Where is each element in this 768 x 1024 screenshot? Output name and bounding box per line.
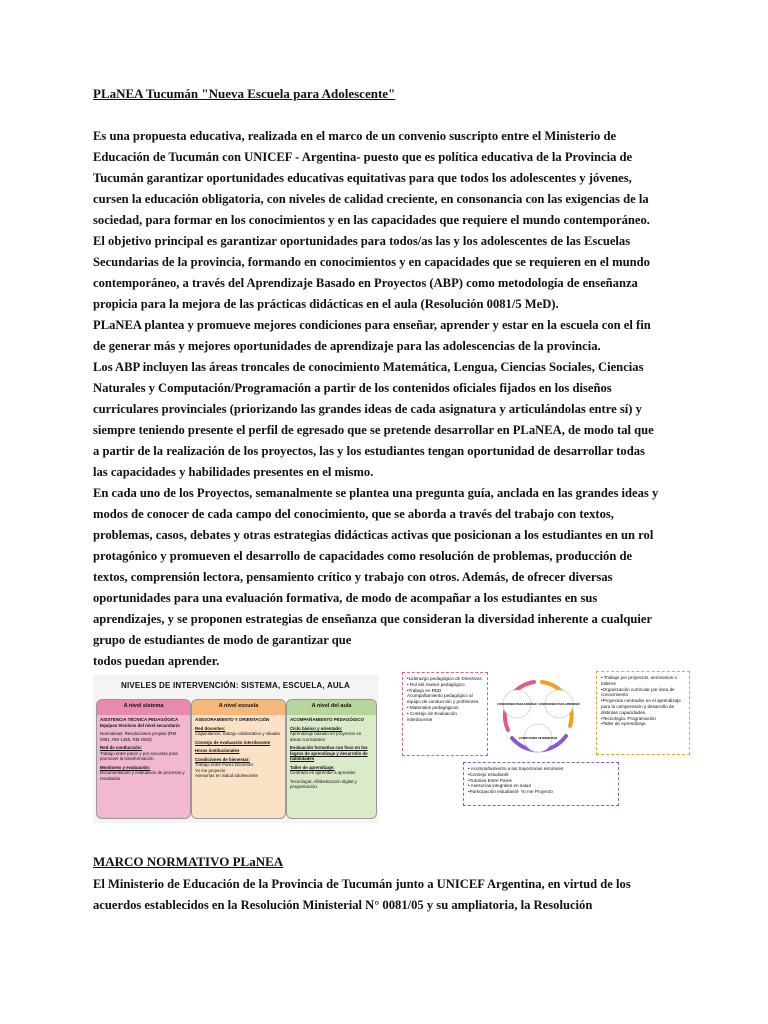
text-line: textos, comprensión lectora, pensamiento crítico y trabajo con otros. Además, de ofrecer diversas <box>93 570 613 584</box>
column-text: Taller de aprendizaje: <box>290 764 335 770</box>
box-item: • Trabajo por proyectos, seminarios o talleres <box>601 675 677 686</box>
box-item: • Consejo de Evaluación interdocente <box>407 710 457 722</box>
column-text: Condiciones de bienestar: <box>195 756 250 762</box>
node-teach-label: CONDICIONES PARA ENSEÑAR <box>497 703 537 706</box>
direction-box <box>402 672 488 756</box>
box-item: Acompañamiento pedagógico al equipo de conducción y profesores. <box>407 693 480 705</box>
box-item: •Taller de Aprendizaje. <box>601 721 647 727</box>
text-line: Educación de Tucumán con UNICEF - Argentina- puesto que es política educativa de la Provincia de <box>93 150 633 164</box>
node-learn-label: CONDICIONES PARA APRENDER <box>538 703 580 706</box>
wellbeing-box <box>463 762 619 806</box>
column-text: Red docentes: <box>195 725 226 731</box>
box-item: • Acompañamiento a las trayectorias escolares <box>468 766 564 771</box>
text-line: Es una propuesta educativa, realizada en el marco de un convenio suscripto entre el Ministerio de <box>93 129 617 143</box>
node-wellbeing-label: CONDICIONES DE BIENESTAR <box>518 737 558 740</box>
text-line: problemas, casos, debates y otras estrategias didácticas activas que posicionan a los estudiantes en un rol <box>93 528 654 542</box>
column-text: Evaluación formativa con foco en los logros de aprendizaje y desarrollo de habilidades <box>290 745 368 761</box>
column-text: Consejo de evaluación interdocente <box>195 739 271 745</box>
box-item: • Rol del Asesor pedagógico <box>407 681 465 687</box>
text-line: Naturales y Computación/Programación a partir de los contenidos oficiales fijados en los diseños <box>93 381 612 395</box>
text-line: a partir de la realización de los proyectos, las y los estudiantes tengan oportunidad de desarrollar todas <box>93 444 645 458</box>
column-text: Normativas: Resoluciones propias (RM 0081, RM 1465, RM 2063) <box>100 731 177 742</box>
learning-box <box>596 671 690 755</box>
text-line: propicia para la mejora de las prácticas didácticas en el aula (Resolución 0081/5 MeD). <box>93 297 559 311</box>
column-text: Tecnología: Alfabetización digital y programación. <box>290 778 357 789</box>
column-text: Asesorías en Salud adolescente <box>195 773 258 778</box>
text-line: PLaNEA plantea y promueve mejores condiciones para enseñar, aprender y estar en la escuela con el fin <box>93 318 651 332</box>
text-line: curriculares provinciales (priorizando las grandes ideas de cada asignatura y articulándolas entre sí) y <box>93 402 642 416</box>
column-text: Centrado en aprender a aprender <box>290 770 356 775</box>
text-line: acuerdos establecidos en la Resolución Ministerial N° 0081/05 y su ampliatoria, la Resolución <box>93 898 593 912</box>
column-text: Documentación y evaluación de procesos y resultados <box>100 770 185 781</box>
text-line: Tucumán garantizar oportunidades educativas equitativas para que todos los adolescentes y jóvenes, <box>93 171 632 185</box>
section-normative <box>93 852 693 916</box>
level-column-system <box>96 699 191 819</box>
column-text: Trabajo entre pares y por escuelas para promover la transformación. <box>100 750 178 761</box>
text-line: aprendizajes, y se proponen estrategias de enseñanza que consideran la diversidad inherente a cualquier <box>93 612 653 626</box>
text-line: cursen la educación obligatoria, con niveles de calidad creciente, en consonancia con las exigencias de la <box>93 192 649 206</box>
column-text: Yo me proyecto <box>195 767 226 773</box>
column-subtitle: ASISTENCIA TÉCNICA PEDAGÓGICA <box>100 717 179 722</box>
text-line: modos de conocer de cada campo del conocimiento, que se aborda a través del trabajo con textos, <box>93 507 614 521</box>
conditions-cycle-figure <box>400 668 690 808</box>
column-text: Equipos técnicos del nivel secundario <box>100 722 180 728</box>
column-subtitle: ASESORAMIENTO Y ORIENTACIÓN <box>195 717 270 722</box>
column-text: Horas institucionales <box>195 748 240 753</box>
document-page <box>93 84 693 672</box>
text-line: El Ministerio de Educación de la Provincia de Tucumán junto a UNICEF Argentina, en virtud de los <box>93 877 631 891</box>
column-header: A nivel escuela <box>192 700 285 715</box>
box-item: •Tecnología: Programación <box>601 715 656 721</box>
box-item: •Tutorías Entre Pares <box>468 777 512 783</box>
column-header: A nivel del aula <box>287 700 376 715</box>
column-text: Monitoreo y evaluación: <box>100 764 151 770</box>
level-column-school <box>191 699 286 819</box>
text-line: grupo de estudiantes de modo de garantizar que <box>93 633 352 647</box>
box-item: •Liderazgo pedagógico de Directivos <box>407 676 482 681</box>
box-item: •Participación estudiantil- Yo me Proyecto <box>468 789 553 795</box>
box-item: •Organización curricular por área de conocimiento <box>601 686 675 698</box>
box-item: • Materiales pedagógicos <box>407 704 459 710</box>
levels-figure-title: NIVELES DE INTERVENCIÓN: SISTEMA, ESCUELA, AULA <box>121 681 350 690</box>
level-column-classroom <box>286 699 377 819</box>
box-item: •Trabajo en RED <box>407 687 442 693</box>
column-header: A nivel sistema <box>97 700 190 715</box>
text-line: El objetivo principal es garantizar oportunidades para todos/as las y los adolescentes de las Escuelas <box>93 234 631 248</box>
text-line: En cada uno de los Proyectos, semanalmente se plantea una pregunta guía, anclada en las grandes ideas y <box>93 486 659 500</box>
text-line: contemporáneo, a través del Aprendizaje Basado en Proyectos (ABP) como metodología de enseñanza <box>93 276 638 290</box>
box-item: • Asesorías integrales en salud <box>468 783 531 789</box>
box-item: •Proyectos centrados en el aprendizaje para la comprensión y desarrollo de distintas capacidades. <box>601 698 681 715</box>
text-line: sociedad, para formar en los conocimientos y en las capacidades que requiere el mundo contemporáneo. <box>93 213 650 227</box>
column-text: Trabajo entre Pares Docentes <box>195 762 254 767</box>
column-text: Red de conducción: <box>100 745 142 750</box>
levels-figure <box>93 675 378 823</box>
text-line: Los ABP incluyen las áreas troncales de conocimiento Matemática, Lengua, Ciencias Sociales, Ciencias <box>93 360 644 374</box>
column-text: Aprendizaje basado en proyectos en áreas curriculares <box>290 731 362 742</box>
column-text: Capacitación, trabajo colaborativo y situado <box>195 731 280 736</box>
document-title: PLaNEA Tucumán "Nueva Escuela para Adolescente" <box>93 86 396 101</box>
column-text: Ciclo básico y orientado: <box>290 725 343 731</box>
text-line: protagónico y promueven el desarrollo de capacidades como resolución de problemas, producción de <box>93 549 633 563</box>
text-line: Secundarias de la provincia, formando en conocimientos y en capacidades que se requieren en el mundo <box>93 255 650 269</box>
intro-paragraphs <box>93 126 693 672</box>
box-item: •Consejo estudiantil <box>468 771 509 777</box>
column-subtitle: ACOMPAÑAMIENTO PEDAGÓGICO <box>290 717 364 722</box>
text-line: de generar más y mejores oportunidades de aprendizaje para las adolescencias de la provincia. <box>93 339 601 353</box>
text-line: siempre teniendo presente el perfil de egresado que se pretende desarrollar en PLaNEA, de modo tal que <box>93 423 654 437</box>
section-title: MARCO NORMATIVO PLaNEA <box>93 854 284 869</box>
section-paragraph <box>93 874 693 916</box>
cycle-diagram <box>488 668 588 760</box>
text-line: las capacidades y habilidades presentes en el mismo. <box>93 465 374 479</box>
text-line: todos puedan aprender. <box>93 654 220 668</box>
text-line: oportunidades para una evaluación formativa, de modo de acompañar a los estudiantes en sus <box>93 591 598 605</box>
